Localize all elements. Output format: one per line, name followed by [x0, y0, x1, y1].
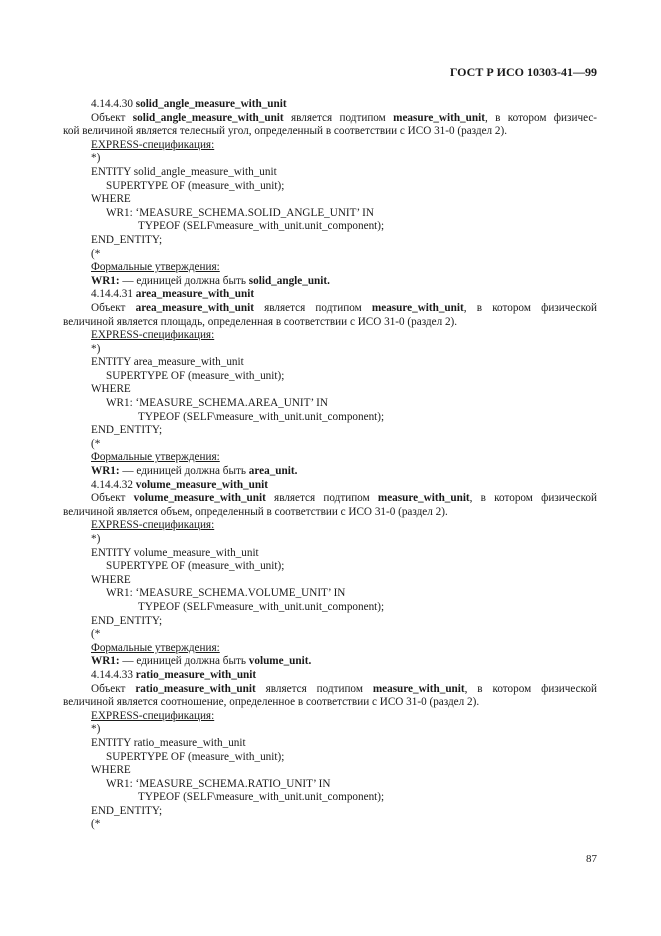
- desc-entity: volume_measure_with_unit: [133, 492, 266, 505]
- desc-entity: ratio_measure_with_unit: [135, 682, 256, 695]
- where-clause: WHERE: [91, 193, 131, 206]
- section-ratio: [63, 669, 597, 832]
- document-header: ГОСТ Р ИСО 10303-41—99: [449, 65, 597, 79]
- open-comment: *): [91, 533, 101, 545]
- page-number: 87: [586, 853, 597, 865]
- close-comment: (*: [91, 247, 101, 260]
- section-entity-name: volume_measure_with_unit: [135, 478, 268, 491]
- section-entity-name: solid_angle_measure_with_unit: [135, 98, 287, 110]
- express-label: EXPRESS-спецификация:: [91, 519, 215, 532]
- desc-text: , в котором физической: [464, 682, 598, 695]
- close-comment: (*: [91, 628, 101, 641]
- description-line-2: величиной является соотношение, определенное в соответствии с ИСО 31-0 (раздел 2).: [63, 696, 480, 709]
- section-area: [63, 288, 597, 478]
- desc-text: является подтипом: [291, 111, 386, 124]
- desc-entity: solid_angle_measure_with_unit: [132, 111, 284, 124]
- where-rule: WR1: ‘MEASURE_SCHEMA.SOLID_ANGLE_UNIT’ IN: [106, 206, 374, 219]
- express-label: EXPRESS-спецификация:: [91, 329, 215, 342]
- rule-label: WR1:: [91, 274, 120, 287]
- desc-text: , в котором физичес-: [484, 111, 598, 124]
- formal-rule: [63, 655, 597, 669]
- open-comment: *): [91, 723, 101, 736]
- description-line-1: [63, 302, 597, 316]
- close-comment: (*: [91, 437, 101, 450]
- description-line-1: [63, 683, 597, 697]
- desc-text: Объект: [91, 682, 126, 695]
- description-line-1: [63, 492, 597, 506]
- express-label: EXPRESS-спецификация:: [91, 709, 215, 722]
- formal-rules-label: Формальные утверждения:: [91, 261, 220, 274]
- desc-supertype: measure_with_unit: [393, 111, 485, 124]
- open-comment: *): [91, 342, 101, 355]
- description-line-2: величиной является объем, определенный в соответствии с ИСО 31-0 (раздел 2).: [63, 505, 448, 518]
- page-content: [63, 98, 597, 832]
- entity-declaration: ENTITY volume_measure_with_unit: [91, 546, 259, 559]
- end-entity: END_ENTITY;: [91, 424, 163, 437]
- section-heading: [63, 479, 597, 493]
- entity-declaration: ENTITY solid_angle_measure_with_unit: [91, 165, 277, 178]
- section-number: 4.14.4.32: [91, 478, 133, 491]
- section-heading: [63, 288, 597, 302]
- description-line-2: кой величиной является телесный угол, определенный в соответствии с ИСО 31-0 (раздел 2).: [63, 125, 508, 138]
- formal-rules-label: Формальные утверждения:: [91, 451, 220, 464]
- section-volume: [63, 479, 597, 669]
- rule-unit: solid_angle_unit.: [248, 274, 330, 287]
- typeof-expression: TYPEOF (SELF\measure_with_unit.unit_component);: [138, 410, 385, 423]
- rule-text: — единицей должна быть: [122, 274, 246, 287]
- section-number: 4.14.4.31: [91, 288, 133, 301]
- where-rule: WR1: ‘MEASURE_SCHEMA.VOLUME_UNIT’ IN: [106, 587, 346, 600]
- typeof-expression: TYPEOF (SELF\measure_with_unit.unit_component);: [138, 220, 385, 233]
- description-line-2: величиной является площадь, определенная в соответствии с ИСО 31-0 (раздел 2).: [63, 315, 458, 328]
- desc-entity: area_measure_with_unit: [135, 301, 254, 314]
- desc-text: , в котором физической: [469, 492, 598, 505]
- rule-unit: volume_unit.: [248, 655, 312, 668]
- close-comment: (*: [91, 818, 101, 831]
- section-solid-angle: [63, 98, 597, 288]
- section-entity-name: area_measure_with_unit: [135, 288, 255, 301]
- where-clause: WHERE: [91, 383, 131, 396]
- desc-text: Объект: [91, 111, 126, 124]
- open-comment: *): [91, 152, 101, 165]
- where-clause: WHERE: [91, 573, 131, 586]
- section-number: 4.14.4.33: [91, 668, 133, 681]
- desc-supertype: measure_with_unit: [377, 492, 470, 505]
- supertype-declaration: SUPERTYPE OF (measure_with_unit);: [106, 750, 285, 763]
- end-entity: END_ENTITY;: [91, 614, 163, 627]
- formal-rules-label: Формальные утверждения:: [91, 641, 220, 654]
- desc-supertype: measure_with_unit: [371, 301, 464, 314]
- where-rule: WR1: ‘MEASURE_SCHEMA.AREA_UNIT’ IN: [106, 397, 328, 410]
- section-heading: [63, 669, 597, 683]
- typeof-expression: TYPEOF (SELF\measure_with_unit.unit_component);: [138, 791, 385, 804]
- entity-declaration: ENTITY area_measure_with_unit: [91, 356, 244, 369]
- description-line-1: [63, 112, 597, 126]
- desc-supertype: measure_with_unit: [372, 682, 465, 695]
- desc-text: является подтипом: [274, 492, 370, 505]
- entity-declaration: ENTITY ratio_measure_with_unit: [91, 736, 246, 749]
- supertype-declaration: SUPERTYPE OF (measure_with_unit);: [106, 369, 285, 382]
- rule-unit: area_unit.: [248, 465, 298, 478]
- section-entity-name: ratio_measure_with_unit: [135, 668, 257, 681]
- desc-text: , в котором физической: [463, 301, 598, 314]
- rule-text: — единицей должна быть: [122, 465, 246, 478]
- desc-text: является подтипом: [264, 301, 362, 314]
- supertype-declaration: SUPERTYPE OF (measure_with_unit);: [106, 179, 285, 192]
- typeof-expression: TYPEOF (SELF\measure_with_unit.unit_component);: [138, 600, 385, 613]
- where-rule: WR1: ‘MEASURE_SCHEMA.RATIO_UNIT’ IN: [106, 777, 331, 790]
- section-number: 4.14.4.30: [91, 98, 133, 110]
- where-clause: WHERE: [91, 764, 131, 777]
- formal-rule: [63, 465, 597, 479]
- formal-rule: [63, 275, 597, 289]
- desc-text: Объект: [91, 492, 126, 505]
- express-label: EXPRESS-спецификация:: [91, 138, 215, 151]
- rule-label: WR1:: [91, 655, 120, 668]
- supertype-declaration: SUPERTYPE OF (measure_with_unit);: [106, 560, 285, 573]
- end-entity: END_ENTITY;: [91, 804, 163, 817]
- end-entity: END_ENTITY;: [91, 233, 163, 246]
- section-heading: [63, 98, 597, 112]
- rule-text: — единицей должна быть: [122, 655, 246, 668]
- desc-text: Объект: [91, 301, 126, 314]
- desc-text: является подтипом: [265, 682, 363, 695]
- rule-label: WR1:: [91, 465, 120, 478]
